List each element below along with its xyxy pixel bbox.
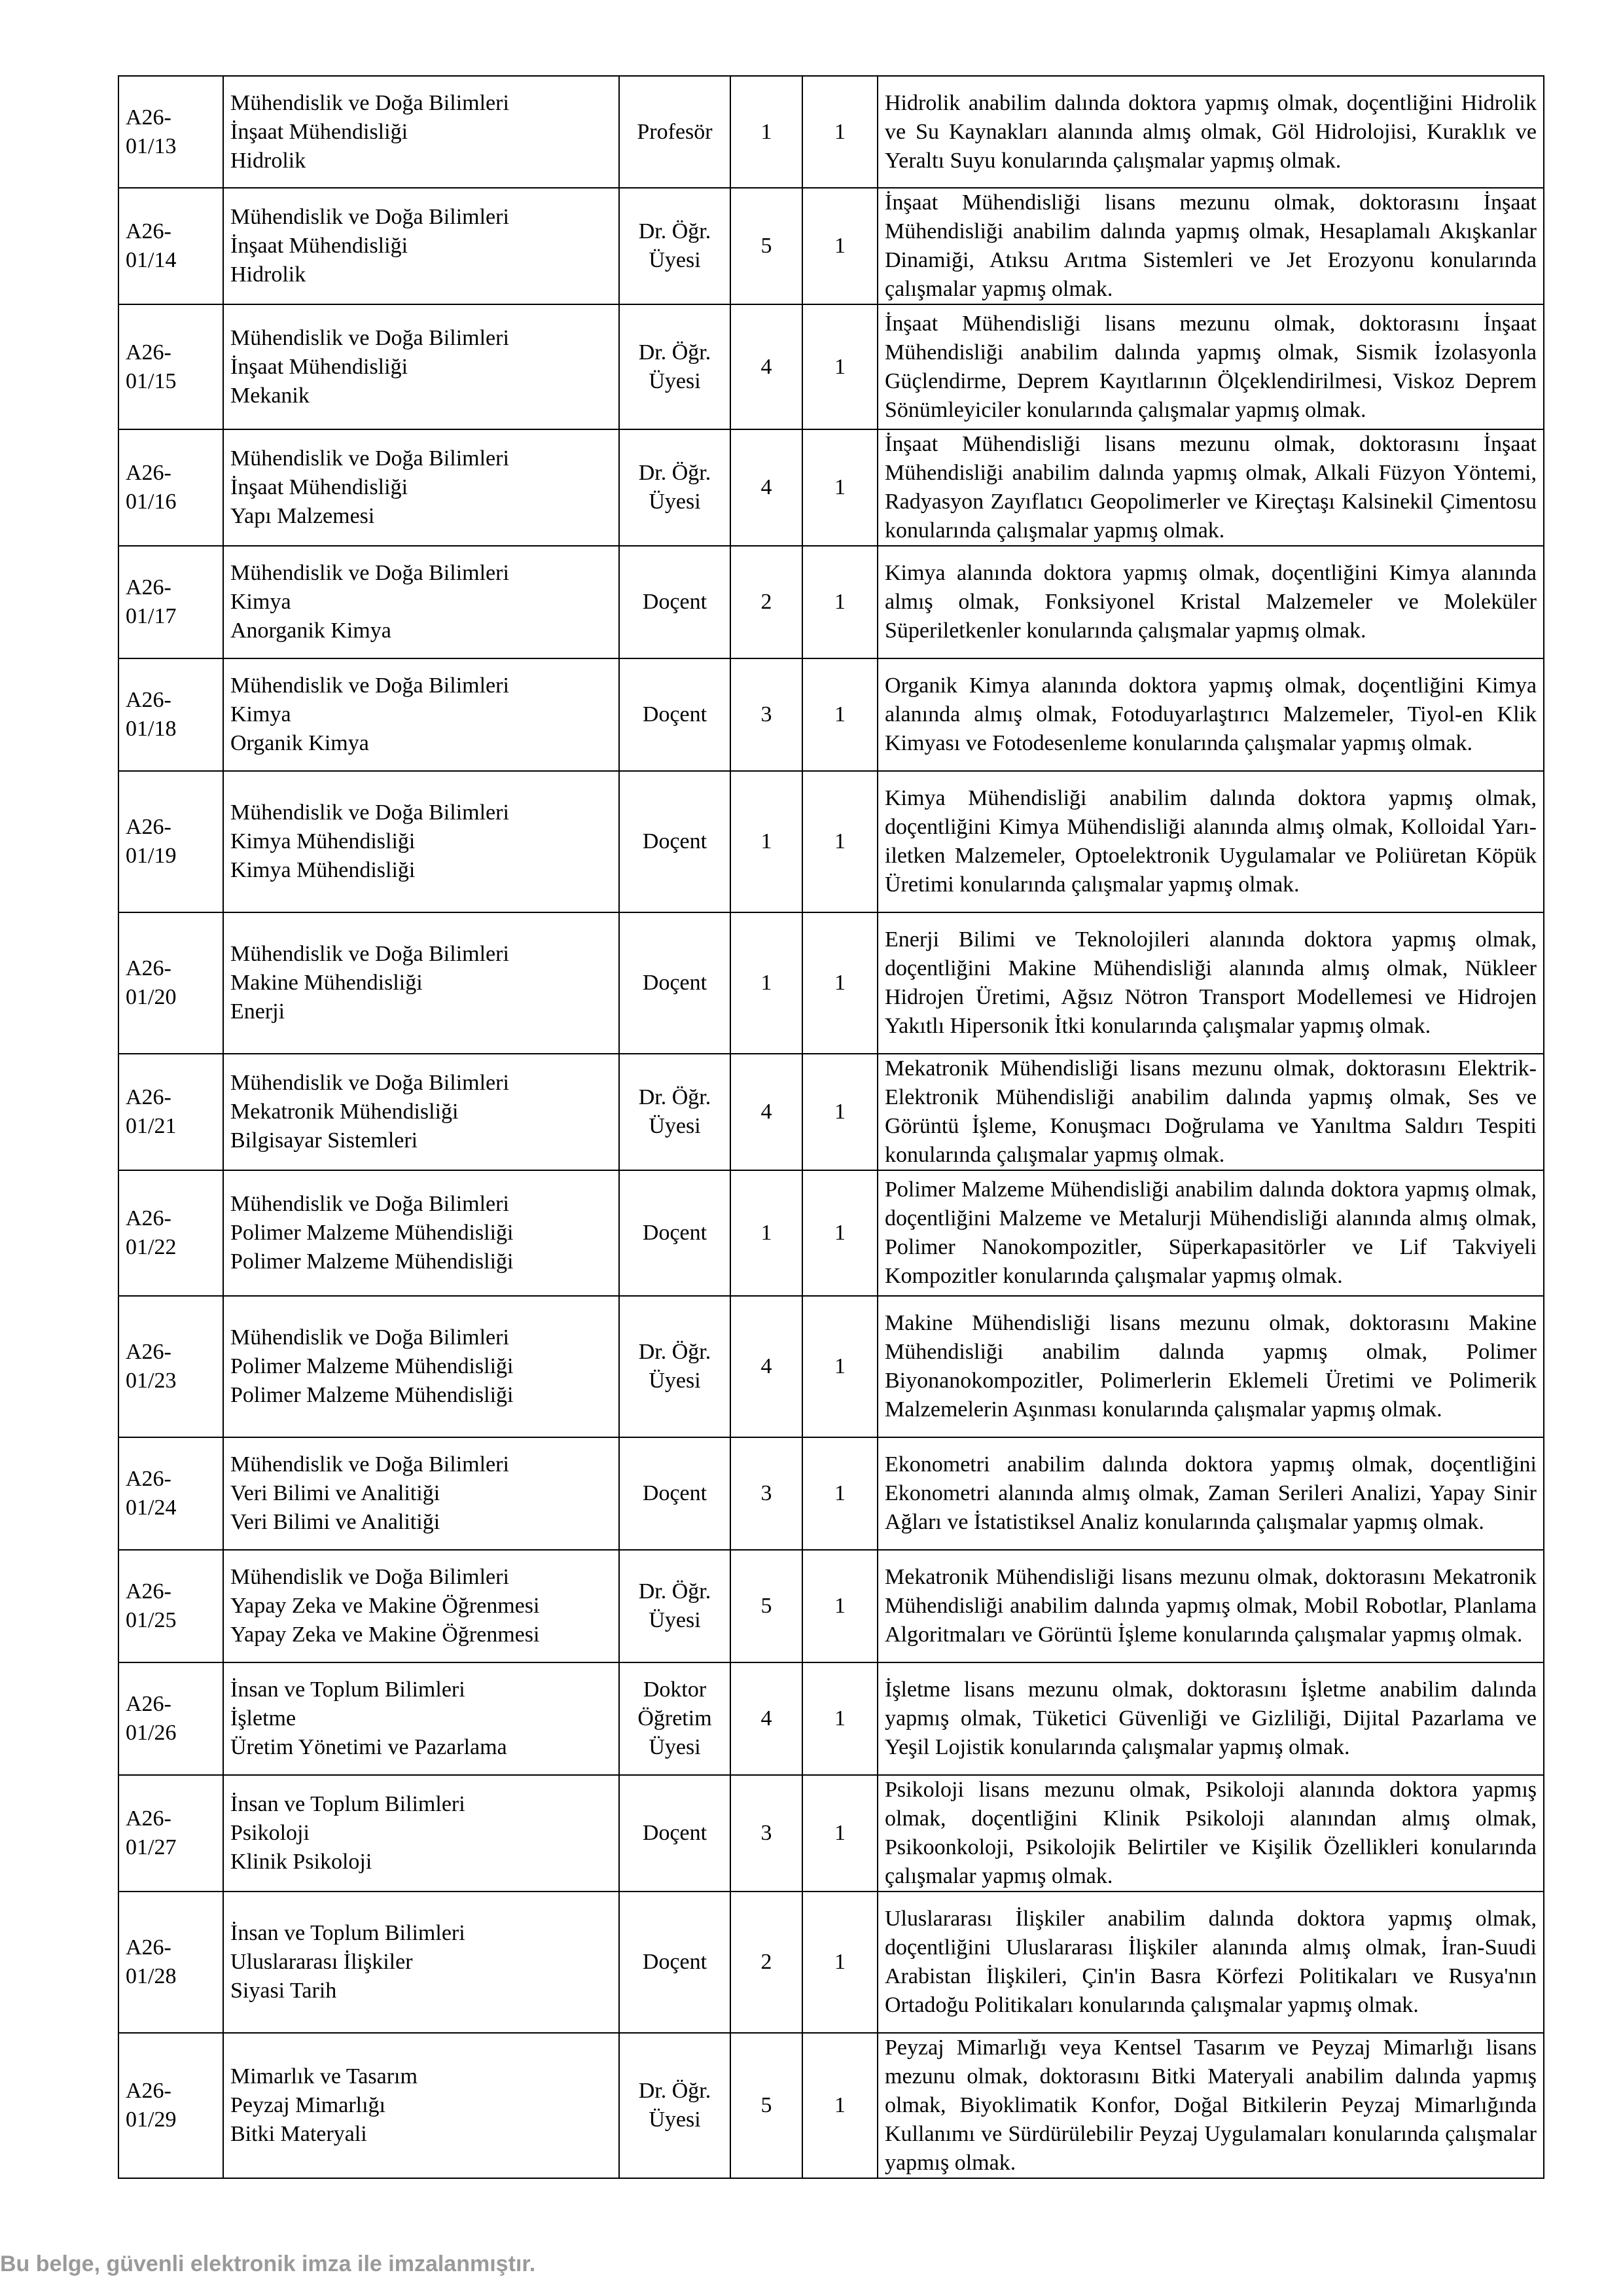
academic-title: Doktor Öğretim Üyesi bbox=[619, 1662, 730, 1775]
division-name: Yapı Malzemesi bbox=[230, 504, 375, 528]
position-level: 3 bbox=[730, 1775, 802, 1892]
department-name: Polimer Malzeme Mühendisliği bbox=[230, 1354, 514, 1378]
faculty-name: Mühendislik ve Doğa Bilimleri bbox=[230, 561, 509, 585]
requirements-text: İnşaat Mühendisliği lisans mezunu olmak, doktorasını İnşaat Mühendisliği anabilim dalında yapmış olmak, Alkali Füzyon Yöntemi, Radyasyon Zayıflatıcı Geopolimerler ve Kireçtaşı Kalsinekil Çimentosu konularında çalışmalar yapmış olmak. bbox=[878, 429, 1544, 546]
position-code: A26- 01/15 bbox=[118, 304, 223, 429]
position-level: 3 bbox=[730, 658, 802, 771]
position-code: A26- 01/18 bbox=[118, 658, 223, 771]
position-count: 1 bbox=[802, 1437, 878, 1550]
academic-title: Doçent bbox=[619, 658, 730, 771]
unit-cell bbox=[223, 76, 619, 188]
faculty-name: Mühendislik ve Doğa Bilimleri bbox=[230, 1192, 509, 1216]
unit-cell bbox=[223, 188, 619, 304]
position-code: A26- 01/16 bbox=[118, 429, 223, 546]
position-count: 1 bbox=[802, 546, 878, 658]
requirements-text: İşletme lisans mezunu olmak, doktorasını İşletme anabilim dalında yapmış olmak, Tüketici Güvenliği ve Gizliliği, Dijital Pazarlama ve Yeşil Lojistik konularında çalışmalar yapmış olmak. bbox=[878, 1662, 1544, 1775]
department-name: Peyzaj Mimarlığı bbox=[230, 2093, 386, 2117]
division-name: Mekanik bbox=[230, 383, 310, 408]
position-level: 3 bbox=[730, 1437, 802, 1550]
table-row bbox=[118, 304, 1544, 429]
faculty-name: Mühendislik ve Doğa Bilimleri bbox=[230, 1325, 509, 1350]
position-count: 1 bbox=[802, 771, 878, 912]
academic-title: Dr. Öğr. Üyesi bbox=[619, 304, 730, 429]
position-level: 2 bbox=[730, 546, 802, 658]
academic-title: Doçent bbox=[619, 912, 730, 1054]
requirements-text: Ekonometri anabilim dalında doktora yapmış olmak, doçentliğini Ekonometri alanında almış olmak, Zaman Serileri Analizi, Yapay Sinir Ağları ve İstatistiksel Analiz konularında çalışmalar yapmış olmak. bbox=[878, 1437, 1544, 1550]
table-row bbox=[118, 658, 1544, 771]
unit-cell bbox=[223, 304, 619, 429]
unit-cell bbox=[223, 1892, 619, 2033]
table-row bbox=[118, 76, 1544, 188]
table-row bbox=[118, 1437, 1544, 1550]
table-row bbox=[118, 429, 1544, 546]
unit-cell bbox=[223, 429, 619, 546]
division-name: Üretim Yönetimi ve Pazarlama bbox=[230, 1735, 507, 1759]
academic-title: Dr. Öğr. Üyesi bbox=[619, 2033, 730, 2178]
table-row bbox=[118, 188, 1544, 304]
table-row bbox=[118, 1296, 1544, 1437]
requirements-text: Polimer Malzeme Mühendisliği anabilim dalında doktora yapmış olmak, doçentliğini Malzeme ve Metalurji Mühendisliği alanında almış olmak, Polimer Nanokompozitler, Süperkapasitörler ve Lif Takviyeli Kompozitler konularında çalışmalar yapmış olmak. bbox=[878, 1170, 1544, 1296]
table-row bbox=[118, 771, 1544, 912]
faculty-name: İnsan ve Toplum Bilimleri bbox=[230, 1677, 465, 1702]
position-level: 5 bbox=[730, 2033, 802, 2178]
unit-cell bbox=[223, 2033, 619, 2178]
division-name: Enerji bbox=[230, 999, 285, 1024]
division-name: Kimya Mühendisliği bbox=[230, 858, 416, 882]
position-code: A26- 01/24 bbox=[118, 1437, 223, 1550]
unit-cell bbox=[223, 1437, 619, 1550]
requirements-text: İnşaat Mühendisliği lisans mezunu olmak, doktorasını İnşaat Mühendisliği anabilim dalında yapmış olmak, Hesaplamalı Akışkanlar Dinamiği, Atıksu Arıtma Sistemleri ve Jet Erozyonu konularında çalışmalar yapmış olmak. bbox=[878, 188, 1544, 304]
position-count: 1 bbox=[802, 1054, 878, 1170]
table-row bbox=[118, 1892, 1544, 2033]
academic-title: Doçent bbox=[619, 1170, 730, 1296]
position-code: A26- 01/17 bbox=[118, 546, 223, 658]
position-level: 1 bbox=[730, 1170, 802, 1296]
table-row bbox=[118, 1054, 1544, 1170]
academic-title: Dr. Öğr. Üyesi bbox=[619, 1296, 730, 1437]
requirements-text: Uluslararası İlişkiler anabilim dalında doktora yapmış olmak, doçentliğini Uluslararası İlişkiler alanında almış olmak, İran-Suudi Arabistan İlişkileri, Çin'in Basra Körfezi Politikaları ve Rusya'nın Ortadoğu Politikaları konularında çalışmalar yapmış olmak. bbox=[878, 1892, 1544, 2033]
academic-title: Doçent bbox=[619, 771, 730, 912]
department-name: İnşaat Mühendisliği bbox=[230, 119, 408, 144]
department-name: Kimya bbox=[230, 590, 291, 614]
position-code: A26- 01/14 bbox=[118, 188, 223, 304]
position-count: 1 bbox=[802, 188, 878, 304]
requirements-text: Hidrolik anabilim dalında doktora yapmış olmak, doçentliğini Hidrolik ve Su Kaynakları alanında almış olmak, Göl Hidrolojisi, Kuraklık ve Yeraltı Suyu konularında çalışmalar yapmış olmak. bbox=[878, 76, 1544, 188]
position-count: 1 bbox=[802, 1775, 878, 1892]
faculty-name: Mimarlık ve Tasarım bbox=[230, 2064, 418, 2089]
requirements-text: Peyzaj Mimarlığı veya Kentsel Tasarım ve Peyzaj Mimarlığı lisans mezunu olmak, doktorasını Bitki Materyali anabilim dalında yapmış olmak, Biyoklimatik Konfor, Doğal Bitkilerin Peyzaj Mimarlığında Kullanımı ve Sürdürülebilir Peyzaj Uygulamaları konularında çalışmalar yapmış olmak. bbox=[878, 2033, 1544, 2178]
unit-cell bbox=[223, 912, 619, 1054]
position-code: A26- 01/28 bbox=[118, 1892, 223, 2033]
position-level: 4 bbox=[730, 304, 802, 429]
unit-cell bbox=[223, 1550, 619, 1662]
faculty-name: İnsan ve Toplum Bilimleri bbox=[230, 1921, 465, 1945]
position-count: 1 bbox=[802, 658, 878, 771]
division-name: Yapay Zeka ve Makine Öğrenmesi bbox=[230, 1623, 540, 1647]
faculty-name: Mühendislik ve Doğa Bilimleri bbox=[230, 90, 509, 115]
division-name: Anorganik Kimya bbox=[230, 619, 391, 643]
position-code: A26- 01/20 bbox=[118, 912, 223, 1054]
department-name: Makine Mühendisliği bbox=[230, 971, 423, 995]
academic-title: Doçent bbox=[619, 1892, 730, 2033]
table-row bbox=[118, 1550, 1544, 1662]
academic-title: Doçent bbox=[619, 1775, 730, 1892]
position-level: 2 bbox=[730, 1892, 802, 2033]
department-name: İnşaat Mühendisliği bbox=[230, 354, 408, 379]
division-name: Klinik Psikoloji bbox=[230, 1850, 372, 1874]
unit-cell bbox=[223, 1662, 619, 1775]
academic-title: Profesör bbox=[619, 76, 730, 188]
department-name: İnşaat Mühendisliği bbox=[230, 475, 408, 499]
position-count: 1 bbox=[802, 1170, 878, 1296]
unit-cell bbox=[223, 1296, 619, 1437]
faculty-name: Mühendislik ve Doğa Bilimleri bbox=[230, 800, 509, 825]
table-row bbox=[118, 546, 1544, 658]
division-name: Polimer Malzeme Mühendisliği bbox=[230, 1383, 514, 1407]
position-level: 4 bbox=[730, 1662, 802, 1775]
e-signature-notice: Bu belge, güvenli elektronik imza ile imzalanmıştır. bbox=[0, 2251, 536, 2276]
unit-cell bbox=[223, 1170, 619, 1296]
position-level: 1 bbox=[730, 912, 802, 1054]
department-name: İnşaat Mühendisliği bbox=[230, 234, 408, 258]
division-name: Polimer Malzeme Mühendisliği bbox=[230, 1249, 514, 1274]
academic-title: Dr. Öğr. Üyesi bbox=[619, 1054, 730, 1170]
position-level: 5 bbox=[730, 188, 802, 304]
position-code: A26- 01/22 bbox=[118, 1170, 223, 1296]
position-count: 1 bbox=[802, 1296, 878, 1437]
position-code: A26- 01/23 bbox=[118, 1296, 223, 1437]
division-name: Bitki Materyali bbox=[230, 2122, 367, 2146]
faculty-name: Mühendislik ve Doğa Bilimleri bbox=[230, 673, 509, 698]
faculty-name: Mühendislik ve Doğa Bilimleri bbox=[230, 1071, 509, 1095]
division-name: Organik Kimya bbox=[230, 731, 369, 755]
academic-title: Dr. Öğr. Üyesi bbox=[619, 1550, 730, 1662]
position-level: 4 bbox=[730, 429, 802, 546]
academic-title: Doçent bbox=[619, 546, 730, 658]
department-name: Polimer Malzeme Mühendisliği bbox=[230, 1221, 514, 1245]
table-row bbox=[118, 1170, 1544, 1296]
position-code: A26- 01/29 bbox=[118, 2033, 223, 2178]
position-code: A26- 01/13 bbox=[118, 76, 223, 188]
faculty-name: Mühendislik ve Doğa Bilimleri bbox=[230, 1452, 509, 1477]
faculty-name: Mühendislik ve Doğa Bilimleri bbox=[230, 942, 509, 966]
division-name: Veri Bilimi ve Analitiği bbox=[230, 1510, 440, 1534]
table-row bbox=[118, 2033, 1544, 2178]
requirements-text: Makine Mühendisliği lisans mezunu olmak, doktorasını Makine Mühendisliği anabilim dalında yapmış olmak, Polimer Biyonanokompozitler, Polimerlerin Eklemeli Üretimi ve Polimerik Malzemelerin Aşınması konularında çalışmalar yapmış olmak. bbox=[878, 1296, 1544, 1437]
unit-cell bbox=[223, 771, 619, 912]
position-level: 4 bbox=[730, 1296, 802, 1437]
unit-cell bbox=[223, 1054, 619, 1170]
division-name: Bilgisayar Sistemleri bbox=[230, 1128, 418, 1153]
position-level: 5 bbox=[730, 1550, 802, 1662]
position-count: 1 bbox=[802, 1892, 878, 2033]
department-name: Kimya bbox=[230, 702, 291, 726]
table-row bbox=[118, 1662, 1544, 1775]
position-code: A26- 01/26 bbox=[118, 1662, 223, 1775]
unit-cell bbox=[223, 658, 619, 771]
requirements-text: Psikoloji lisans mezunu olmak, Psikoloji alanında doktora yapmış olmak, doçentliğini Klinik Psikoloji alanından almış olmak, Psikoonkoloji, Psikolojik Belirtiler ve Kişilik Özellikleri konularında çalışmalar yapmış olmak. bbox=[878, 1775, 1544, 1892]
position-count: 1 bbox=[802, 1662, 878, 1775]
position-count: 1 bbox=[802, 429, 878, 546]
table-row bbox=[118, 1775, 1544, 1892]
position-count: 1 bbox=[802, 2033, 878, 2178]
faculty-name: İnsan ve Toplum Bilimleri bbox=[230, 1792, 465, 1816]
faculty-name: Mühendislik ve Doğa Bilimleri bbox=[230, 325, 509, 350]
position-code: A26- 01/19 bbox=[118, 771, 223, 912]
department-name: Kimya Mühendisliği bbox=[230, 829, 416, 853]
department-name: İşletme bbox=[230, 1706, 296, 1731]
department-name: Mekatronik Mühendisliği bbox=[230, 1100, 459, 1124]
faculty-name: Mühendislik ve Doğa Bilimleri bbox=[230, 446, 509, 471]
division-name: Hidrolik bbox=[230, 262, 306, 287]
faculty-name: Mühendislik ve Doğa Bilimleri bbox=[230, 205, 509, 229]
faculty-name: Mühendislik ve Doğa Bilimleri bbox=[230, 1565, 509, 1589]
requirements-text: Kimya alanında doktora yapmış olmak, doçentliğini Kimya alanında almış olmak, Fonksiyonel Kristal Malzemeler ve Moleküler Süperiletkenler konularında çalışmalar yapmış olmak. bbox=[878, 546, 1544, 658]
requirements-text: Enerji Bilimi ve Teknolojileri alanında doktora yapmış olmak, doçentliğini Makine Mühendisliği alanında almış olmak, Nükleer Hidrojen Üretimi, Ağsız Nötron Transport Modellemesi ve Hidrojen Yakıtlı Hipersonik İtki konularında çalışmalar yapmış olmak. bbox=[878, 912, 1544, 1054]
requirements-text: Mekatronik Mühendisliği lisans mezunu olmak, doktorasını Mekatronik Mühendisliği anabilim dalında yapmış olmak, Mobil Robotlar, Planlama Algoritmaları ve Görüntü İşleme konularında çalışmalar yapmış olmak. bbox=[878, 1550, 1544, 1662]
position-code: A26- 01/25 bbox=[118, 1550, 223, 1662]
position-count: 1 bbox=[802, 1550, 878, 1662]
position-count: 1 bbox=[802, 912, 878, 1054]
position-code: A26- 01/27 bbox=[118, 1775, 223, 1892]
position-code: A26- 01/21 bbox=[118, 1054, 223, 1170]
department-name: Veri Bilimi ve Analitiği bbox=[230, 1481, 440, 1505]
position-level: 1 bbox=[730, 76, 802, 188]
division-name: Hidrolik bbox=[230, 148, 306, 173]
department-name: Uluslararası İlişkiler bbox=[230, 1950, 413, 1974]
table-row bbox=[118, 912, 1544, 1054]
requirements-text: Kimya Mühendisliği anabilim dalında doktora yapmış olmak, doçentliğini Kimya Mühendisliği alanında almış olmak, Kolloidal Yarı-iletken Malzemeler, Optoelektronik Uygulamalar ve Poliüretan Köpük Üretimi konularında çalışmalar yapmış olmak. bbox=[878, 771, 1544, 912]
unit-cell bbox=[223, 1775, 619, 1892]
academic-title: Doçent bbox=[619, 1437, 730, 1550]
positions-table-body bbox=[118, 76, 1544, 2178]
position-count: 1 bbox=[802, 304, 878, 429]
position-level: 4 bbox=[730, 1054, 802, 1170]
unit-cell bbox=[223, 546, 619, 658]
positions-table bbox=[118, 75, 1544, 2179]
academic-title: Dr. Öğr. Üyesi bbox=[619, 188, 730, 304]
position-count: 1 bbox=[802, 76, 878, 188]
requirements-text: Organik Kimya alanında doktora yapmış olmak, doçentliğini Kimya alanında almış olmak, Fotoduyarlaştırıcı Malzemeler, Tiyol-en Klik Kimyası ve Fotodesenleme konularında çalışmalar yapmış olmak. bbox=[878, 658, 1544, 771]
department-name: Yapay Zeka ve Makine Öğrenmesi bbox=[230, 1594, 540, 1618]
requirements-text: İnşaat Mühendisliği lisans mezunu olmak, doktorasını İnşaat Mühendisliği anabilim dalında yapmış olmak, Sismik İzolasyonla Güçlendirme, Deprem Kayıtlarının Ölçeklendirilmesi, Viskoz Deprem Sönümleyiciler konularında çalışmalar yapmış olmak. bbox=[878, 304, 1544, 429]
department-name: Psikoloji bbox=[230, 1821, 310, 1845]
position-level: 1 bbox=[730, 771, 802, 912]
academic-title: Dr. Öğr. Üyesi bbox=[619, 429, 730, 546]
division-name: Siyasi Tarih bbox=[230, 1979, 337, 2003]
requirements-text: Mekatronik Mühendisliği lisans mezunu olmak, doktorasını Elektrik-Elektronik Mühendisliği anabilim dalında yapmış olmak, Ses ve Görüntü İşleme, Konuşmacı Doğrulama ve Yanıltma Saldırı Tespiti konularında çalışmalar yapmış olmak. bbox=[878, 1054, 1544, 1170]
